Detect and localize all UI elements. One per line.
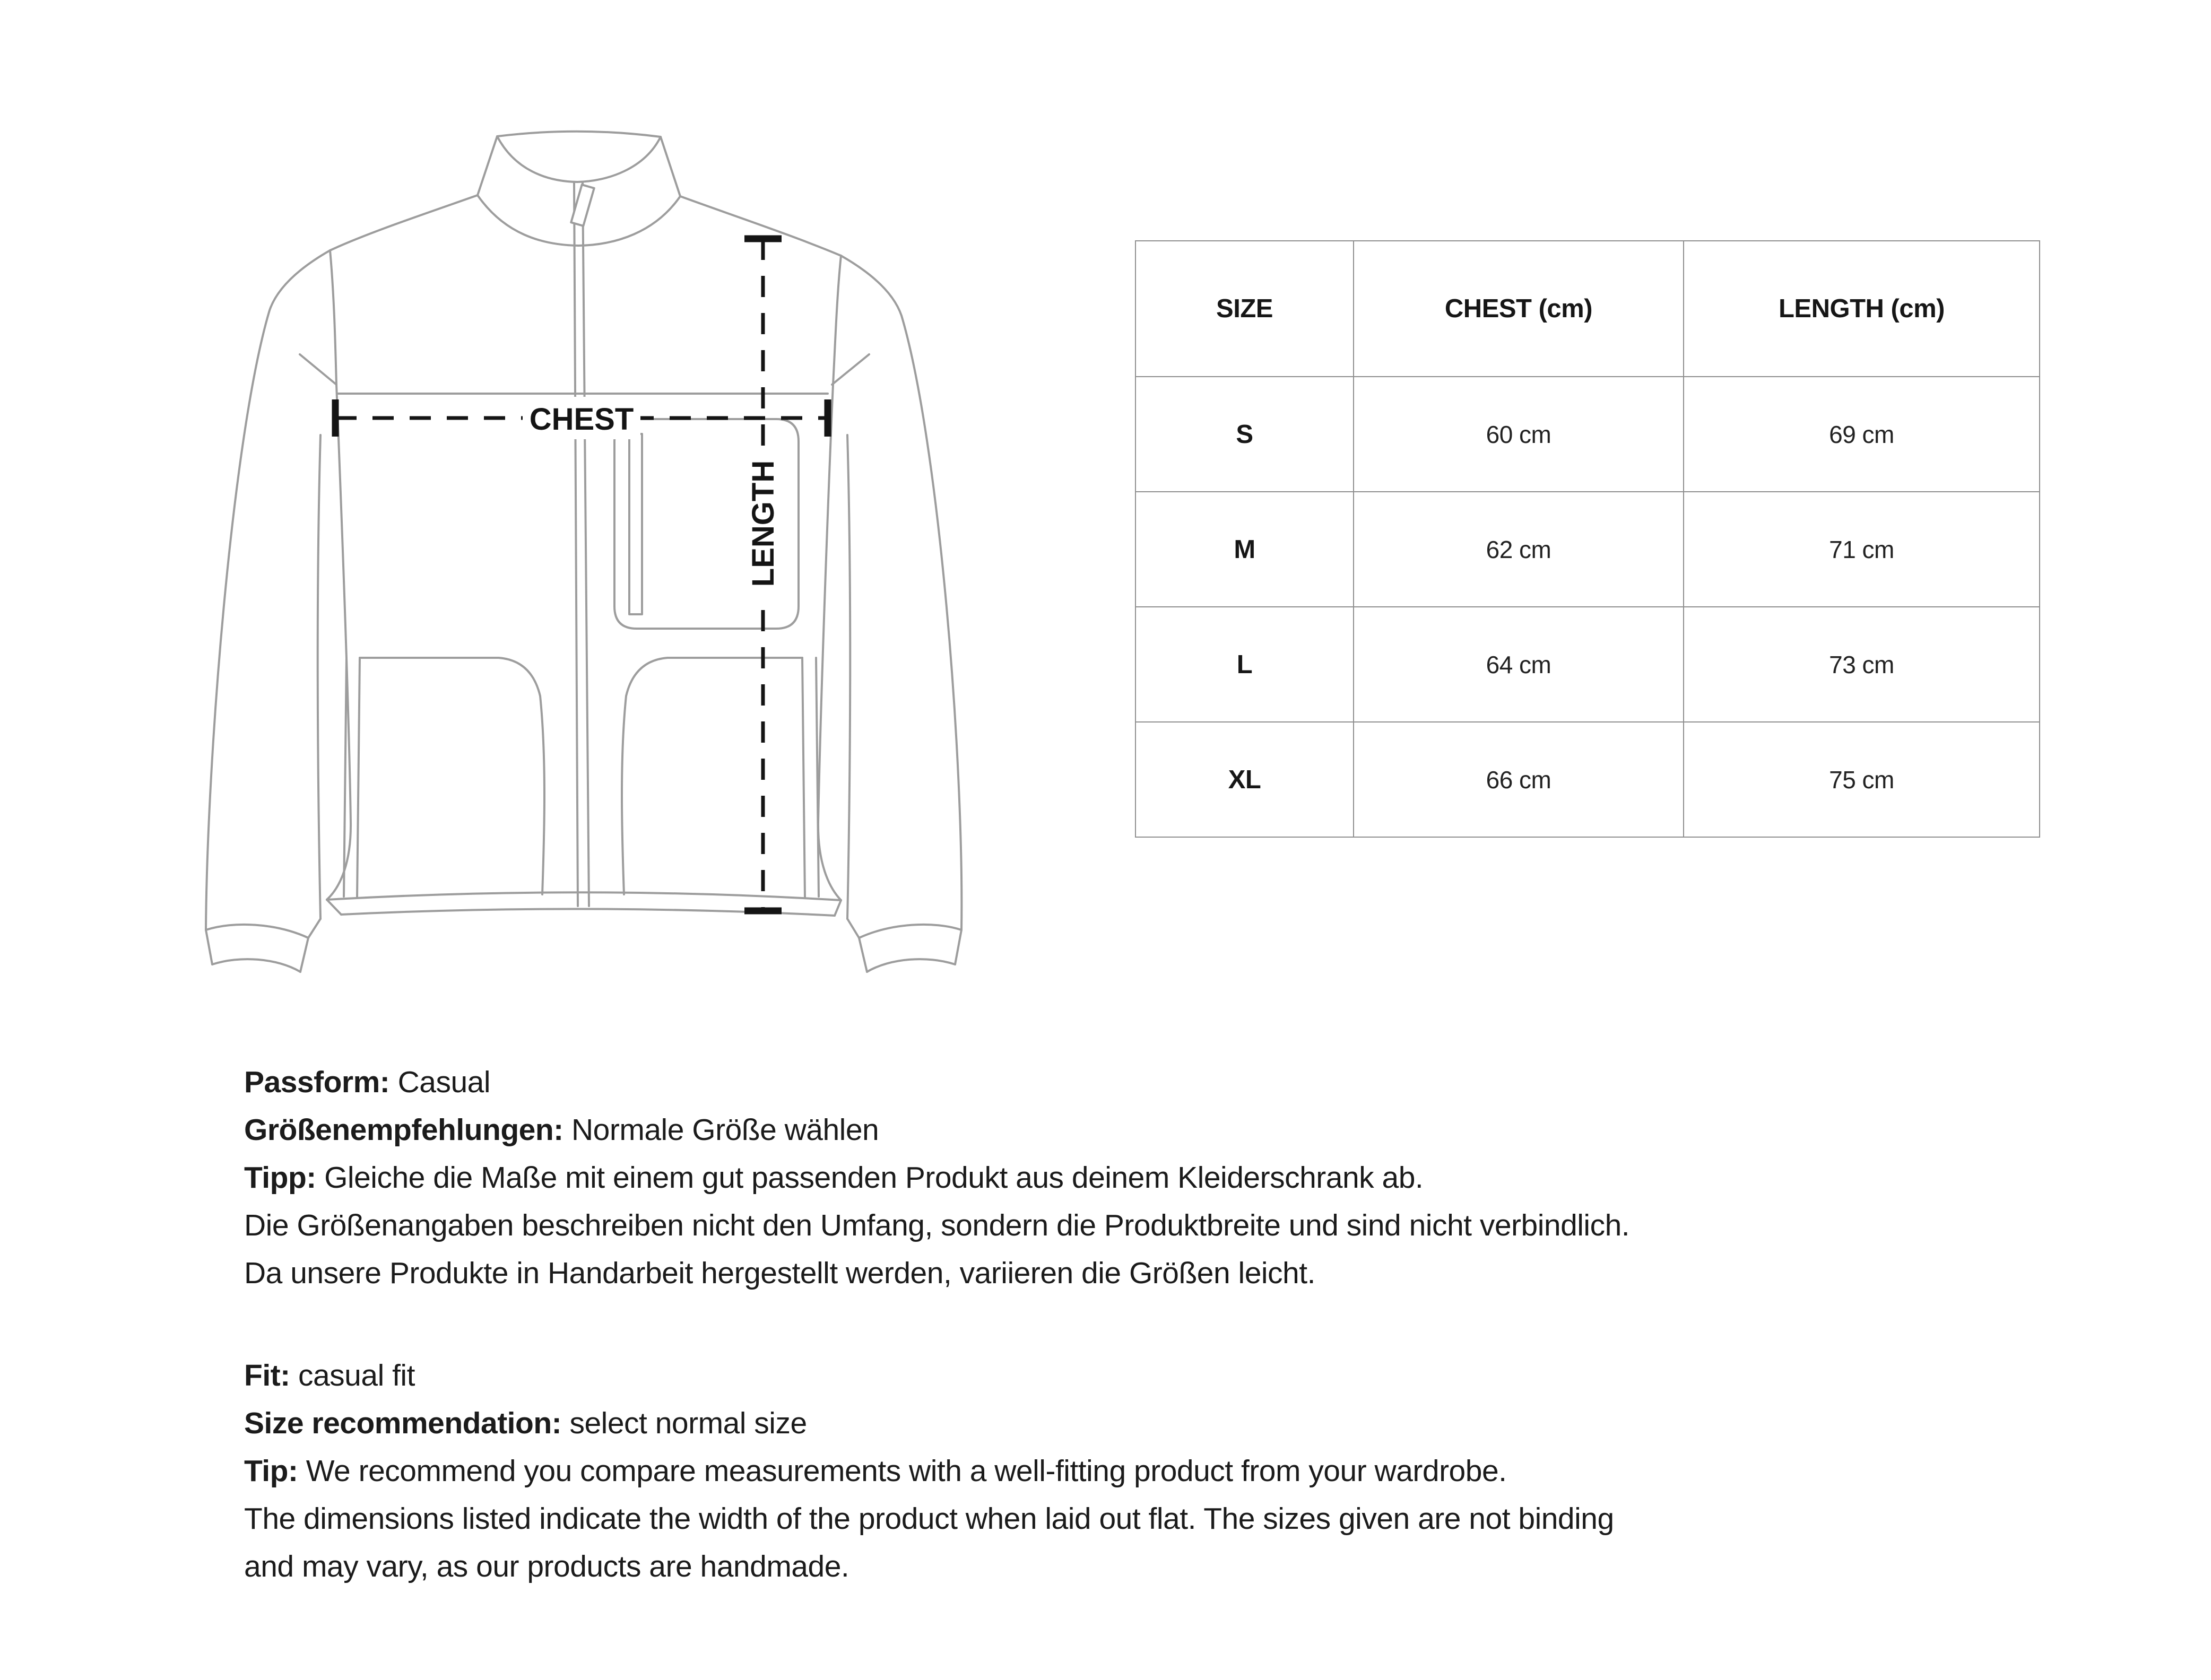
cell-chest: 66 cm <box>1354 722 1684 837</box>
header-cell-length: LENGTH (cm) <box>1684 241 2040 377</box>
info-block-german <box>244 1058 1629 1297</box>
fit-line <box>244 1352 1614 1399</box>
tip-label: Tip: <box>244 1454 298 1488</box>
tipp-label: Tipp: <box>244 1161 316 1195</box>
chest-measure-label: CHEST <box>529 402 634 437</box>
note-line-1: The dimensions listed indicate the width of the product when laid out flat. The sizes given are not binding <box>244 1502 1614 1536</box>
table-row-m <box>1135 492 2040 607</box>
jacket-collar <box>478 132 680 246</box>
jacket-lower-pockets <box>344 658 819 898</box>
tip-line <box>244 1447 1614 1495</box>
length-measure-line <box>742 239 785 911</box>
tipp-value: Gleiche die Maße mit einem gut passenden Produkt aus deinem Kleiderschrank ab. <box>324 1161 1424 1195</box>
cell-chest: 62 cm <box>1354 492 1684 607</box>
fit-value: casual fit <box>298 1359 415 1392</box>
header-cell-size: SIZE <box>1135 241 1354 377</box>
hinweis-line-2: Da unsere Produkte in Handarbeit hergestellt werden, variieren die Größen leicht. <box>244 1256 1315 1290</box>
cell-size: S <box>1135 377 1354 492</box>
table-row-s <box>1135 377 2040 492</box>
size-table-header-row <box>1135 241 2040 377</box>
size-recommendation-label: Size recommendation: <box>244 1406 562 1440</box>
passform-label: Passform: <box>244 1065 390 1099</box>
cell-length: 73 cm <box>1684 607 2040 722</box>
length-measure-label: LENGTH <box>746 460 781 587</box>
size-recommendation-line <box>244 1399 1614 1447</box>
cell-size: XL <box>1135 722 1354 837</box>
table-row-xl <box>1135 722 2040 837</box>
tipp-line <box>244 1154 1629 1202</box>
header-cell-chest: CHEST (cm) <box>1354 241 1684 377</box>
cell-size: L <box>1135 607 1354 722</box>
note-line-2: and may vary, as our products are handmade. <box>244 1550 849 1583</box>
table-row-l <box>1135 607 2040 722</box>
info-block-english <box>244 1352 1614 1590</box>
size-table <box>1135 240 2040 838</box>
passform-line <box>244 1058 1629 1106</box>
cell-chest: 60 cm <box>1354 377 1684 492</box>
cell-size: M <box>1135 492 1354 607</box>
jacket-diagram <box>80 80 1035 1034</box>
cell-length: 69 cm <box>1684 377 2040 492</box>
chest-measure-line <box>335 397 828 439</box>
cell-length: 75 cm <box>1684 722 2040 837</box>
groessenempfehlung-line <box>244 1106 1629 1154</box>
fit-label: Fit: <box>244 1359 290 1392</box>
groessenempfehlung-value: Normale Größe wählen <box>571 1113 879 1147</box>
groessenempfehlung-label: Größenempfehlungen: <box>244 1113 563 1147</box>
jacket-zipper <box>571 183 594 906</box>
tip-value: We recommend you compare measurements with a well-fitting product from your wardrobe. <box>306 1454 1507 1488</box>
size-recommendation-value: select normal size <box>569 1406 807 1440</box>
hinweis-line-1: Die Größenangaben beschreiben nicht den Umfang, sondern die Produktbreite und sind nicht verbindlich. <box>244 1208 1630 1242</box>
passform-value: Casual <box>397 1065 491 1099</box>
cell-length: 71 cm <box>1684 492 2040 607</box>
cell-chest: 64 cm <box>1354 607 1684 722</box>
